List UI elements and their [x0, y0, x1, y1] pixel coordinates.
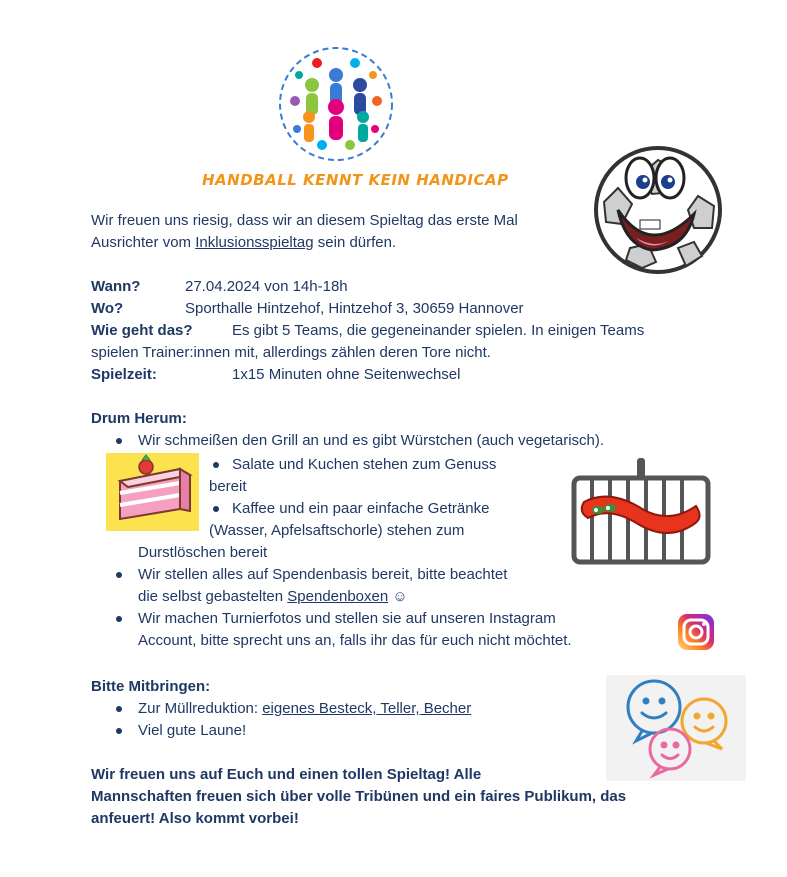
closing-line-3: anfeuert! Also kommt vorbei!	[91, 810, 299, 827]
drum-herum-heading: Drum Herum:	[91, 410, 187, 427]
handball-mascot-icon	[590, 140, 726, 276]
intro-line-1: Wir freuen uns riesig, dass wir an diesem Spieltag das erste Mal	[91, 212, 518, 229]
bullet	[116, 572, 122, 578]
instagram-icon[interactable]	[676, 612, 716, 652]
drum-herum-sub-2-line-1: Kaffee und ein paar einfache Getränke	[232, 500, 490, 517]
wann-label: Wann?	[91, 278, 141, 295]
sub-bullet	[213, 506, 219, 512]
cake-icon	[106, 453, 199, 531]
inklusionsspieltag-link[interactable]: Inklusionsspieltag	[195, 234, 314, 251]
besteck-link[interactable]: eigenes Besteck, Teller, Becher	[262, 700, 472, 717]
drum-herum-item-4-line-1: Wir machen Turnierfotos und stellen sie auf unseren Instagram	[138, 610, 556, 627]
smiley-text: ☺	[388, 588, 408, 605]
intro-line-2	[91, 232, 396, 254]
wie-value-line-1: Es gibt 5 Teams, die gegeneinander spielen. In einigen Teams	[232, 322, 645, 339]
drum-herum-item-4-line-2: Account, bitte sprecht uns an, falls ihr das für euch nicht möchtet.	[138, 632, 572, 649]
globe-people-logo	[277, 45, 395, 163]
drum-herum-sub-1-line-1: Salate und Kuchen stehen zum Genuss	[232, 456, 497, 473]
sub-bullet	[213, 462, 219, 468]
drum-herum-sub-2-line-2: (Wasser, Apfelsaftschorle) stehen zum	[209, 522, 465, 539]
bullet	[116, 706, 122, 712]
wie-label: Wie geht das?	[91, 322, 193, 339]
wie-value-line-2: spielen Trainer:innen mit, allerdings zählen deren Tore nicht.	[91, 344, 491, 361]
bullet	[116, 616, 122, 622]
grill-sausage-icon	[570, 458, 712, 566]
spielzeit-value: 1x15 Minuten ohne Seitenwechsel	[232, 366, 461, 383]
wann-value: 27.04.2024 von 14h-18h	[185, 278, 348, 295]
spenden-text: die selbst gebastelten	[138, 588, 288, 605]
bullet	[116, 728, 122, 734]
chat-smileys-icon	[606, 675, 746, 781]
wo-label: Wo?	[91, 300, 124, 317]
mitbringen-item-2: Viel gute Laune!	[138, 722, 247, 739]
tagline: HANDBALL KENNT KEIN HANDICAP	[202, 171, 509, 189]
intro-text-end: sein dürfen.	[313, 234, 397, 251]
bullet	[116, 438, 122, 444]
drum-herum-item-1: Wir schmeißen den Grill an und es gibt Würstchen (auch vegetarisch).	[138, 432, 605, 449]
wo-value: Sporthalle Hintzehof, Hintzehof 3, 30659 Hannover	[185, 300, 524, 317]
mitbringen-heading: Bitte Mitbringen:	[91, 678, 211, 695]
spendenboxen-link[interactable]: Spendenboxen	[287, 588, 389, 605]
drum-herum-sub-2-line-3: Durstlöschen bereit	[138, 544, 268, 561]
closing-line-1: Wir freuen uns auf Euch und einen tollen Spieltag! Alle	[91, 766, 482, 783]
spielzeit-label: Spielzeit:	[91, 366, 157, 383]
intro-text: Ausrichter vom	[91, 234, 196, 251]
drum-herum-item-3-line-2	[138, 586, 408, 608]
muell-text: Zur Müllreduktion:	[138, 700, 263, 717]
mitbringen-item-1	[138, 698, 471, 720]
drum-herum-sub-1-line-2: bereit	[209, 478, 247, 495]
drum-herum-item-3-line-1: Wir stellen alles auf Spendenbasis bereit, bitte beachtet	[138, 566, 508, 583]
closing-line-2: Mannschaften freuen sich über volle Tribünen und ein faires Publikum, das	[91, 788, 627, 805]
